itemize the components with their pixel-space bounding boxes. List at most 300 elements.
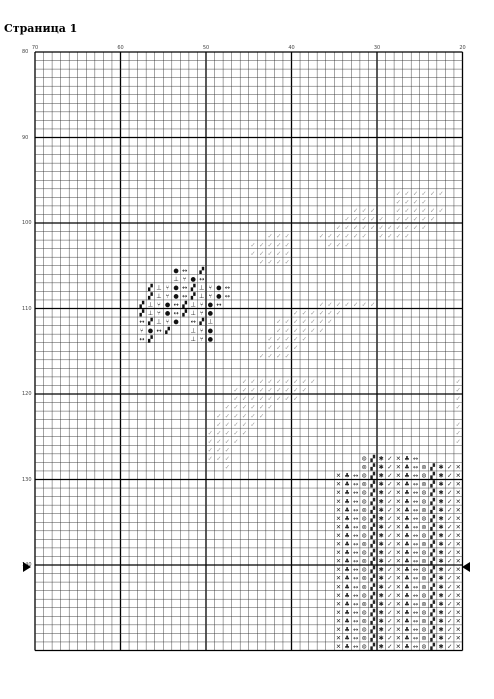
stitch-symbol: ↔ [412, 481, 419, 489]
stitch-symbol: ✕ [395, 489, 401, 497]
stitch-symbol: ✱ [378, 455, 384, 463]
stitch-symbol: ♣ [344, 541, 350, 549]
stitch-symbol: ✓ [258, 241, 265, 249]
stitch-symbol: ● [207, 335, 213, 343]
stitch-symbol: ✓ [301, 378, 307, 386]
stitch-symbol: ▞ [430, 549, 435, 557]
stitch-symbol: ▞ [430, 472, 435, 480]
stitch-symbol: ✓ [455, 387, 461, 395]
stitch-symbol: ✓ [404, 233, 410, 241]
stitch-symbol: ✓ [207, 455, 213, 463]
stitch-symbol: ✱ [378, 558, 384, 566]
stitch-symbol: ↔ [190, 318, 196, 326]
stitch-symbol: ▞ [370, 549, 376, 557]
stitch-symbol: ✓ [447, 609, 453, 617]
stitch-symbol: ⊚ [421, 592, 427, 600]
stitch-symbol: ✓ [207, 438, 213, 446]
stitch-symbol: ✓ [310, 327, 316, 335]
stitch-symbol: ↔ [412, 498, 419, 506]
stitch-symbol: ✓ [327, 301, 333, 309]
stitch-symbol: ▞ [430, 626, 435, 634]
y-tick-label: 130 [22, 476, 32, 483]
stitch-symbol: ✓ [233, 404, 239, 412]
stitch-symbol: ⊚ [421, 515, 427, 523]
stitch-symbol: ✓ [267, 395, 273, 403]
stitch-symbol: ✕ [455, 626, 461, 634]
stitch-symbol: ✓ [258, 378, 265, 386]
stitch-symbol: ✕ [395, 523, 401, 531]
stitch-symbol: ✓ [284, 327, 290, 335]
stitch-symbol: ⊥ [199, 293, 205, 301]
y-tick-label: 80 [22, 49, 29, 55]
stitch-symbol: ✓ [258, 250, 265, 258]
stitch-symbol: ✓ [447, 575, 453, 583]
stitch-symbol: ⑂ [199, 310, 204, 318]
stitch-symbol: ✓ [241, 387, 248, 395]
stitch-symbol: ▞ [148, 284, 153, 292]
stitch-symbol: ✓ [250, 404, 256, 412]
stitch-symbol: ● [216, 293, 222, 301]
x-tick-label: 70 [31, 45, 39, 51]
stitch-symbol: ✕ [335, 609, 342, 617]
stitch-symbol: ✓ [455, 421, 461, 429]
stitch-symbol: ✓ [361, 216, 367, 224]
stitch-symbol: ✓ [370, 216, 376, 224]
stitch-symbol: ⊚ [361, 617, 367, 625]
stitch-symbol: ♣ [344, 532, 350, 540]
stitch-symbol: ✕ [395, 575, 401, 583]
stitch-symbol: ● [207, 310, 213, 318]
stitch-symbol: ✱ [438, 617, 444, 625]
stitch-symbol: ✓ [258, 258, 265, 266]
stitch-symbol: ✕ [395, 481, 401, 489]
stitch-symbol: ▞ [430, 464, 435, 472]
stitch-symbol: ▞ [148, 293, 153, 301]
stitch-symbol: ✕ [455, 532, 461, 540]
stitch-symbol: ✓ [293, 387, 299, 395]
stitch-symbol: ✓ [447, 506, 453, 514]
stitch-symbol: ✕ [455, 472, 461, 480]
stitch-symbol: ✓ [276, 387, 282, 395]
stitch-symbol: ✕ [335, 626, 342, 634]
stitch-symbol: ⑂ [157, 301, 161, 309]
stitch-symbol: ✓ [335, 224, 342, 232]
stitch-symbol: ↔ [412, 472, 419, 480]
stitch-symbol: ✓ [267, 352, 273, 360]
stitch-symbol: ✓ [258, 387, 265, 395]
stitch-symbol: ✓ [284, 233, 290, 241]
stitch-symbol: ♣ [404, 566, 410, 574]
stitch-symbol: ↔ [353, 549, 359, 557]
stitch-symbol: ✓ [284, 352, 290, 360]
stitch-symbol: ▞ [370, 600, 376, 608]
stitch-symbol: ✕ [395, 617, 401, 625]
stitch-symbol: ✱ [438, 464, 444, 472]
stitch-symbol: ✕ [335, 617, 342, 625]
stitch-symbol: ✕ [455, 549, 461, 557]
stitch-symbol: ✓ [447, 532, 453, 540]
stitch-symbol: ● [173, 318, 179, 326]
stitch-symbol: ✕ [455, 489, 461, 497]
stitch-symbol: ✓ [284, 250, 290, 258]
stitch-symbol: ↔ [156, 327, 162, 335]
stitch-symbol: ⊚ [421, 523, 427, 531]
stitch-symbol: ⑂ [208, 293, 213, 301]
stitch-symbol: ✓ [224, 429, 230, 437]
stitch-symbol: ⊚ [421, 609, 427, 617]
stitch-symbol: ✓ [361, 224, 367, 232]
stitch-symbol: ⊚ [361, 464, 367, 472]
stitch-symbol: ✓ [318, 310, 325, 318]
stitch-symbol: ⊚ [421, 498, 427, 506]
stitch-symbol: ⊚ [361, 455, 367, 463]
stitch-symbol: ✕ [455, 592, 461, 600]
stitch-symbol: ✓ [224, 404, 230, 412]
stitch-symbol: ↔ [173, 310, 179, 318]
stitch-symbol: ✱ [438, 532, 444, 540]
stitch-symbol: ✱ [438, 558, 444, 566]
stitch-symbol: ⊚ [421, 626, 427, 634]
stitch-symbol: ↔ [224, 293, 230, 301]
stitch-symbol: ✓ [429, 216, 436, 224]
stitch-symbol: ⊥ [190, 301, 196, 309]
stitch-symbol: ✓ [387, 532, 393, 540]
stitch-symbol: ↔ [353, 583, 359, 591]
stitch-symbol: ✓ [387, 558, 393, 566]
stitch-symbol: ✓ [207, 446, 213, 454]
stitch-symbol: ▞ [182, 301, 188, 309]
stitch-symbol: ♣ [344, 498, 350, 506]
stitch-symbol: ✓ [387, 626, 393, 634]
stitch-symbol: ↔ [353, 489, 359, 497]
stitch-symbol: ✓ [233, 429, 239, 437]
stitch-symbol: ✕ [455, 515, 461, 523]
stitch-symbol: ✓ [361, 301, 367, 309]
stitch-symbol: ♣ [404, 643, 410, 651]
stitch-symbol: ✓ [387, 523, 393, 531]
stitch-symbol: ✓ [387, 566, 393, 574]
stitch-symbol: ✓ [267, 387, 273, 395]
stitch-symbol: ▞ [430, 566, 435, 574]
x-tick-label: 30 [373, 45, 381, 51]
stitch-symbol: ▞ [430, 489, 435, 497]
stitch-symbol: ✕ [395, 455, 401, 463]
stitch-symbol: ♣ [344, 549, 350, 557]
stitch-symbol: ✕ [395, 609, 401, 617]
center-marker-right-icon [462, 562, 470, 572]
stitch-symbol: ✓ [276, 318, 282, 326]
stitch-symbol: ✕ [335, 506, 342, 514]
y-tick-label: 90 [22, 134, 29, 141]
stitch-symbol: ✓ [284, 241, 290, 249]
stitch-symbol: ✱ [378, 575, 384, 583]
stitch-symbol: ✱ [438, 481, 444, 489]
stitch-symbol: ↔ [353, 600, 359, 608]
stitch-symbol: ✱ [438, 575, 444, 583]
stitch-symbol: ✓ [404, 190, 410, 198]
stitch-symbol: ✓ [327, 310, 333, 318]
stitch-symbol: ▞ [148, 335, 153, 343]
stitch-symbol: ✓ [216, 429, 222, 437]
stitch-symbol: ✓ [276, 352, 282, 360]
stitch-symbol: ✱ [378, 489, 384, 497]
stitch-symbol: ✕ [335, 583, 342, 591]
stitch-symbol: ↔ [353, 575, 359, 583]
stitch-symbol: ⊥ [156, 318, 162, 326]
stitch-symbol: ↔ [182, 284, 188, 292]
stitch-symbol: ✕ [335, 549, 342, 557]
stitch-symbol: ♣ [404, 558, 410, 566]
stitch-symbol: ↔ [412, 566, 419, 574]
stitch-symbol: ✱ [378, 626, 384, 634]
stitch-symbol: ✱ [438, 541, 444, 549]
stitch-symbol: ✱ [378, 523, 384, 531]
stitch-symbol: ♣ [404, 609, 410, 617]
stitch-symbol: ⊚ [361, 541, 367, 549]
stitch-symbol: ✕ [455, 558, 461, 566]
stitch-symbol: ✕ [395, 464, 401, 472]
stitch-symbol: ✕ [395, 558, 401, 566]
stitch-symbol: ⑂ [165, 293, 170, 301]
stitch-symbol: ✓ [335, 301, 342, 309]
stitch-symbol: ✓ [293, 378, 299, 386]
stitch-symbol: ● [173, 267, 179, 275]
stitch-symbol: ✓ [284, 258, 290, 266]
stitch-symbol: ● [147, 327, 154, 335]
stitch-symbol: ♣ [344, 515, 350, 523]
stitch-symbol: ✓ [344, 241, 350, 249]
stitch-symbol: ✓ [447, 523, 453, 531]
stitch-symbol: ▞ [165, 327, 170, 335]
stitch-symbol: ✓ [412, 216, 419, 224]
stitch-symbol: ♣ [404, 635, 410, 643]
stitch-symbol: ↔ [182, 293, 188, 301]
stitch-symbol: ♣ [344, 626, 350, 634]
stitch-symbol: ✓ [447, 583, 453, 591]
stitch-symbol: ✓ [387, 233, 393, 241]
stitch-symbol: ▞ [430, 481, 435, 489]
stitch-symbol: ✓ [224, 446, 230, 454]
stitch-symbol: ✓ [301, 310, 307, 318]
stitch-symbol: ✱ [378, 600, 384, 608]
stitch-symbol: ▞ [430, 600, 435, 608]
stitch-symbol: ✕ [455, 541, 461, 549]
stitch-symbol: ✱ [378, 643, 384, 651]
stitch-symbol: ✱ [378, 617, 384, 625]
stitch-symbol: ↔ [353, 523, 359, 531]
stitch-symbol: ↔ [412, 489, 419, 497]
stitch-symbol: ↔ [412, 523, 419, 531]
stitch-symbol: ✱ [438, 515, 444, 523]
stitch-symbol: ✓ [447, 626, 453, 634]
stitch-symbol: ✓ [438, 190, 444, 198]
stitch-symbol: ✓ [412, 207, 419, 215]
stitch-symbol: ✓ [250, 412, 256, 420]
stitch-symbol: ✓ [395, 199, 401, 207]
stitch-symbol: ✓ [241, 421, 248, 429]
stitch-symbol: ▞ [139, 310, 145, 318]
stitch-symbol: ✓ [378, 224, 384, 232]
stitch-symbol: ✓ [318, 327, 325, 335]
stitch-symbol: ✓ [429, 207, 436, 215]
stitch-symbol: ⊚ [361, 635, 367, 643]
stitch-symbol: ▞ [430, 558, 435, 566]
stitch-symbol: ⊚ [361, 583, 367, 591]
stitch-symbol: ✓ [353, 207, 359, 215]
stitch-symbol: ✕ [395, 592, 401, 600]
stitch-symbol: ↔ [182, 267, 188, 275]
stitch-symbol: ⑂ [199, 301, 204, 309]
y-tick-label: 100 [22, 220, 32, 226]
stitch-symbol: ✱ [378, 532, 384, 540]
stitch-symbol: ↔ [353, 541, 359, 549]
stitch-symbol: ▞ [370, 481, 376, 489]
stitch-symbol: ✕ [455, 635, 461, 643]
stitch-symbol: ✕ [395, 532, 401, 540]
stitch-symbol: ✓ [335, 241, 342, 249]
stitch-symbol: ♣ [344, 481, 350, 489]
stitch-symbol: ♣ [404, 523, 410, 531]
stitch-symbol: ⊥ [199, 284, 205, 292]
stitch-symbol: ✱ [378, 541, 384, 549]
stitch-symbol: ✓ [455, 429, 461, 437]
stitch-symbol: ✕ [455, 498, 461, 506]
stitch-symbol: ✕ [335, 575, 342, 583]
stitch-symbol: ✓ [455, 395, 461, 403]
stitch-symbol: ✓ [293, 395, 299, 403]
stitch-symbol: ✓ [250, 395, 256, 403]
stitch-symbol: ♣ [404, 583, 410, 591]
stitch-symbol: ♣ [344, 583, 350, 591]
stitch-symbol: ✓ [224, 412, 230, 420]
stitch-symbol: ✓ [233, 421, 239, 429]
stitch-symbol: ♣ [404, 617, 410, 625]
x-tick-label: 50 [202, 45, 210, 51]
stitch-symbol: ↔ [412, 532, 419, 540]
stitch-symbol: ✕ [335, 515, 342, 523]
stitch-symbol: ✕ [455, 523, 461, 531]
stitch-symbol: ✓ [301, 318, 307, 326]
stitch-symbol: ✱ [378, 549, 384, 557]
stitch-symbol: ✓ [216, 412, 222, 420]
stitch-symbol: ✓ [224, 464, 230, 472]
stitch-symbol: ♣ [344, 643, 350, 651]
stitch-symbol: ✕ [455, 481, 461, 489]
stitch-symbol: ✓ [241, 395, 248, 403]
stitch-symbol: ♣ [344, 575, 350, 583]
stitch-symbol: ✱ [378, 609, 384, 617]
stitch-symbol: ✓ [404, 207, 410, 215]
stitch-symbol: ▞ [430, 515, 435, 523]
stitch-symbol: ✓ [301, 327, 307, 335]
stitch-symbol: ✓ [276, 327, 282, 335]
stitch-symbol: ♣ [404, 575, 410, 583]
stitch-symbol: ✓ [276, 344, 282, 352]
stitch-symbol: ✓ [412, 190, 419, 198]
stitch-symbol: ✱ [438, 626, 444, 634]
stitch-symbol: ✓ [387, 592, 393, 600]
stitch-symbol: ● [173, 293, 179, 301]
stitch-symbol: ✕ [455, 600, 461, 608]
stitch-symbol: ✓ [267, 233, 273, 241]
stitch-symbol: ✕ [455, 506, 461, 514]
stitch-symbol: ✓ [276, 241, 282, 249]
stitch-symbol: ✕ [335, 592, 342, 600]
stitch-symbol: ✓ [267, 378, 273, 386]
stitch-symbol: ✕ [455, 566, 461, 574]
stitch-symbol: ✓ [233, 387, 239, 395]
stitch-symbol: ▞ [430, 617, 435, 625]
stitch-symbol: ▞ [370, 523, 376, 531]
page-title: Страница 1 [4, 22, 78, 35]
stitch-symbol: ✓ [267, 344, 273, 352]
stitch-symbol: ↔ [412, 609, 419, 617]
stitch-symbol: ✕ [395, 541, 401, 549]
stitch-symbol: ⊚ [421, 635, 427, 643]
stitch-symbol: ▞ [370, 609, 376, 617]
stitch-symbol: ✓ [395, 224, 401, 232]
stitch-symbol: ✓ [370, 224, 376, 232]
stitch-symbol: ⊚ [421, 489, 427, 497]
stitch-symbol: ✓ [250, 241, 256, 249]
stitch-symbol: ✓ [447, 592, 453, 600]
stitch-symbol: ✱ [378, 566, 384, 574]
stitch-symbol: ✓ [276, 233, 282, 241]
stitch-symbol: ✓ [284, 344, 290, 352]
stitch-symbol: ↔ [412, 583, 419, 591]
stitch-symbol: ✕ [335, 498, 342, 506]
stitch-symbol: ⊚ [421, 464, 427, 472]
stitch-symbol: ✓ [233, 412, 239, 420]
stitch-symbol: ✓ [241, 429, 248, 437]
stitch-symbol: ⊚ [421, 566, 427, 574]
stitch-symbol: ↔ [412, 643, 419, 651]
stitch-symbol: ↔ [216, 301, 222, 309]
stitch-symbol: ✱ [378, 472, 384, 480]
stitch-symbol: ✱ [438, 472, 444, 480]
stitch-symbol: ✓ [421, 207, 427, 215]
stitch-symbol: ✓ [216, 421, 222, 429]
stitch-symbol: ♣ [344, 600, 350, 608]
stitch-symbol: ✓ [455, 404, 461, 412]
y-tick-label: 140 [22, 562, 32, 568]
stitch-symbol: ✓ [412, 199, 419, 207]
stitch-symbol: ✓ [318, 301, 325, 309]
stitch-symbol: ✓ [293, 327, 299, 335]
stitch-symbol: ↔ [139, 318, 145, 326]
stitch-symbol: ↔ [412, 575, 419, 583]
stitch-symbol: ✓ [378, 216, 384, 224]
stitch-symbol: ✓ [216, 438, 222, 446]
stitch-symbol: ♣ [404, 549, 410, 557]
stitch-symbol: ✱ [378, 515, 384, 523]
stitch-symbol: ✓ [395, 190, 401, 198]
stitch-symbol: ↔ [139, 335, 145, 343]
stitch-symbol: ✱ [438, 549, 444, 557]
stitch-symbol: ✓ [344, 233, 350, 241]
stitch-symbol: ✓ [276, 395, 282, 403]
stitch-symbol: ⊚ [361, 523, 367, 531]
stitch-symbol: ✓ [353, 224, 359, 232]
stitch-symbol: ♣ [404, 472, 410, 480]
stitch-symbol: ▞ [370, 472, 376, 480]
stitch-symbol: ● [164, 301, 171, 309]
stitch-symbol: ⊚ [361, 515, 367, 523]
stitch-symbol: ▞ [430, 609, 435, 617]
stitch-symbol: ▞ [430, 575, 435, 583]
stitch-symbol: ✓ [387, 609, 393, 617]
stitch-symbol: ⊚ [361, 575, 367, 583]
